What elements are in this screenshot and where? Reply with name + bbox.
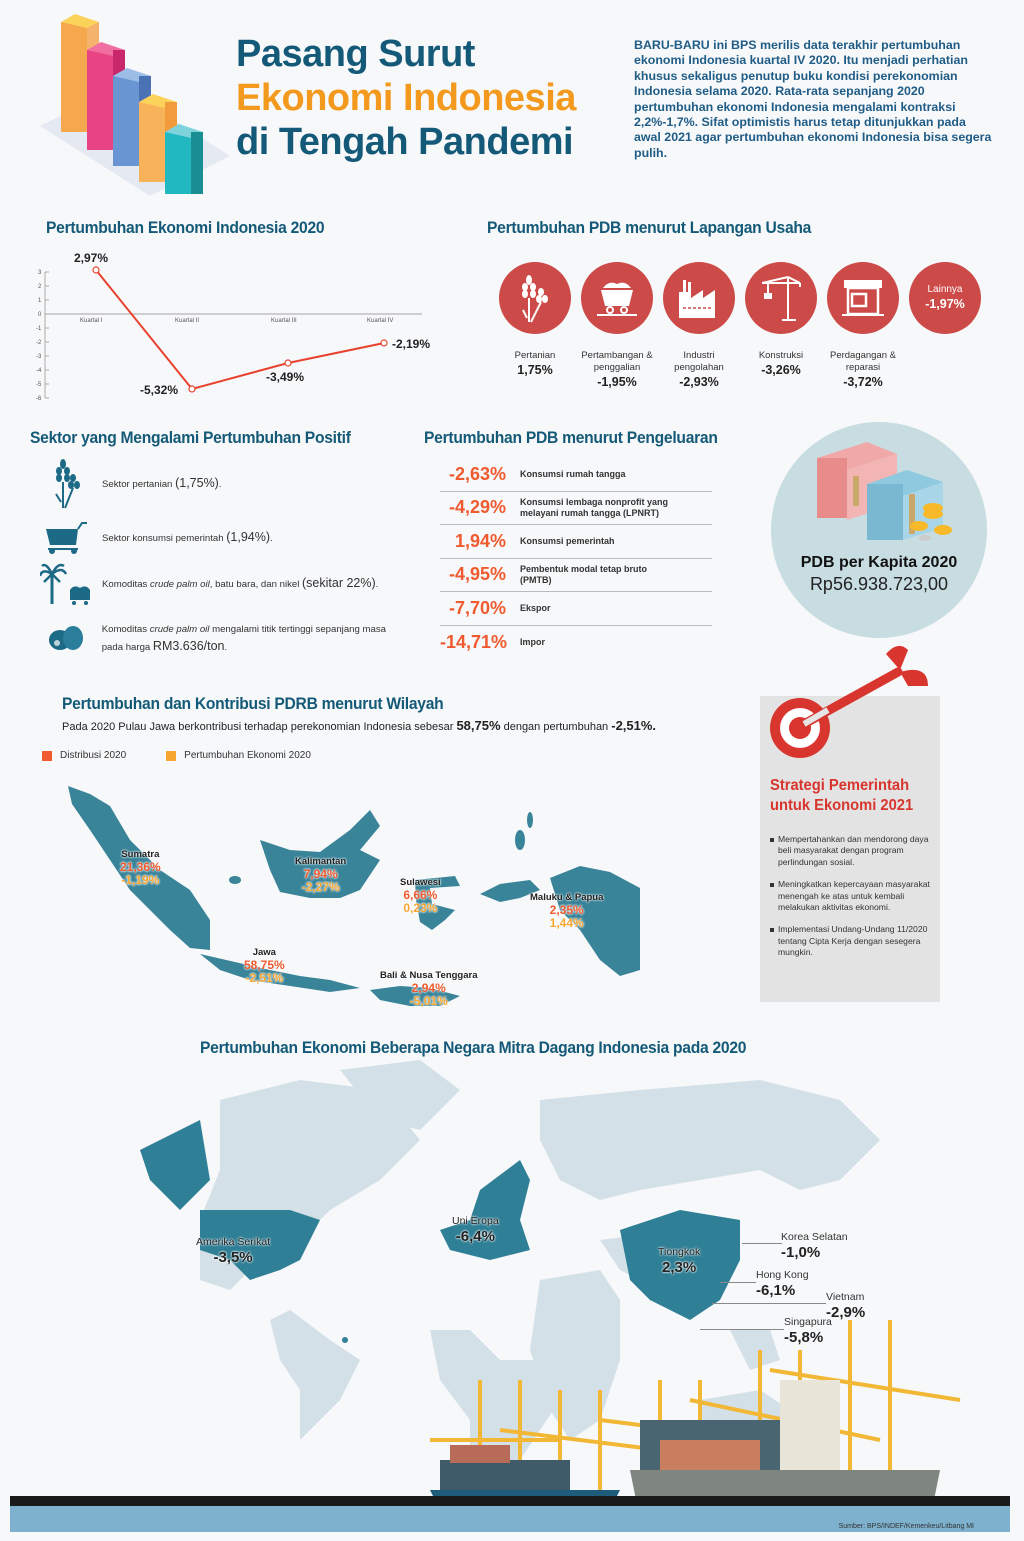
sector-perdagangan [822,262,904,389]
leader-line [700,1329,784,1330]
positive-item: Sektor konsumsi pemerintah (1,94%). [40,514,400,562]
intro-paragraph: BARU-BARU ini BPS merilis data terakhir pertumbuhan ekonomi Indonesia kuartal IV 2020. Itu menjadi perhatian khusus sekaligus penutup buku kondisi perekonomian Indonesia selama 2020. Rata-rata sepanjang 2020 pertumbuhan ekonomi Indonesia mengalami kontraksi 2,2%-1,7%. Sifat optimistis harus tetap ditunjukkan pada awal 2021 agar pertumbuhan ekonomi Indonesia bisa segera pulih. [634,38,992,160]
sector-value: 1,75% [517,363,553,377]
svg-text:-5: -5 [36,382,42,388]
country-amerika-serikat: Amerika Serikat -3,5% [196,1236,271,1266]
factory-icon [663,262,735,334]
table-row: -14,71% Impor [440,631,546,652]
money-stack-icon [807,428,957,548]
sector-konstruksi [740,262,822,377]
sector-industri [658,262,740,389]
sector-value: -3,72% [843,375,883,389]
world-map [0,1060,1024,1540]
pdb-per-kapita-card [771,422,987,638]
pengeluaran-title: Pertumbuhan PDB menurut Pengeluaran [424,428,718,447]
pdrb-legend: Distribusi 2020 Pertumbuhan Ekonomi 2020 [42,750,311,761]
sector-label: Pertanian [514,350,556,361]
kapita-value: Rp56.938.723,00 [809,574,949,594]
sector-label: Pertambangan & penggalian [581,350,653,373]
table-row: -2,63% Konsumsi rumah tangga [440,458,712,492]
table-row: -4,29% Konsumsi lembaga nonprofit yang melayani rumah tangga (LPNRT) [440,492,712,526]
growth-line-chart [30,246,430,411]
svg-text:-2,19%: -2,19% [392,337,430,351]
kapita-title: PDB per Kapita 2020 [800,554,958,571]
strategi-list [770,834,935,970]
growth-chart-title: Pertumbuhan Ekonomi Indonesia 2020 [46,218,325,237]
country-korea-selatan: Korea Selatan -1,0% [781,1231,848,1261]
svg-text:1: 1 [38,298,42,304]
svg-text:-6: -6 [36,396,42,402]
leader-line [712,1303,826,1304]
leader-line [742,1243,782,1244]
crane-icon [745,262,817,334]
palm-and-coal-icon [40,560,92,608]
svg-text:Kuartal I: Kuartal I [80,318,103,324]
region-kalimantan: Kalimantan 7,94% -2,27% [295,856,347,894]
title-line-3: di Tengah Pandemi [236,121,574,163]
sector-pertambangan [576,262,658,389]
country-singapura: Singapura -5,8% [784,1316,832,1346]
country-vietnam: Vietnam -2,9% [826,1291,866,1321]
source-credit: Sumber: BPS/INDEF/Kemenkeu/Litbang MI [838,1523,974,1530]
legend-swatch-distribusi [42,751,52,761]
table-row: 1,94% Konsumsi pemerintah [440,525,712,559]
x-tick-labels [80,318,393,324]
list-item: Meningkatkan kepercayaan masyarakat menengah ke atas untuk kembali melakukan aktivitas ekonomi. [770,879,935,913]
legend-swatch-pertumbuhan [166,751,176,761]
region-maluku-papua: Maluku & Papua 2,35% 1,44% [530,892,604,930]
sector-label: Industri pengolahan [674,350,724,373]
table-row: -4,95% Pembentuk modal tetap bruto (PMTB) [440,559,712,593]
leader-line [720,1282,756,1283]
title-line-1: Pasang Surut [236,33,475,75]
shop-icon [827,262,899,334]
sector-value: -3,26% [761,363,801,377]
svg-text:3: 3 [38,270,42,276]
region-sulawesi: Sulawesi 6,66% 0,23% [400,877,441,915]
header-bars-illustration [30,6,230,207]
sector-label: Lainnya [927,284,963,295]
svg-text:-5,32%: -5,32% [140,383,179,397]
country-uni-eropa: Uni Eropa -6,4% [452,1215,499,1245]
region-bali-nusa-tenggara: Bali & Nusa Tenggara 2,94% -5,01% [380,970,478,1008]
pengeluaran-table [440,458,712,659]
table-row: -7,70% Ekspor [440,592,712,626]
sector-pertanian [494,262,576,377]
pdrb-description: Pada 2020 Pulau Jawa berkontribusi terhadap perekonomian Indonesia sebesar 58,75% dengan pertumbuhan -2,51%. [62,718,657,733]
list-item: Implementasi Undang-Undang 11/2020 tentang Cipta Kerja dengan sesegera mungkin. [770,924,935,958]
mine-cart-icon [581,262,653,334]
country-hong-kong: Hong Kong -6,1% [756,1269,809,1299]
wheat-icon [40,460,92,508]
sector-value: -1,97% [925,297,965,311]
positive-item: Komoditas crude palm oil mengalami titik tertinggi sepanjang masa pada harga RM3.636/ton. [40,614,400,662]
svg-text:Kuartal IV: Kuartal IV [367,318,394,324]
svg-text:-3: -3 [36,354,42,360]
svg-text:-4: -4 [36,368,42,374]
sector-label: Perdagangan & reparasi [829,350,897,373]
list-item: Mempertahankan dan mendorong daya beli masyarakat dengan program perlindungan sosial. [770,834,935,868]
palm-fruit-icon [40,614,92,662]
mitra-title: Pertumbuhan Ekonomi Beberapa Negara Mitra Dagang Indonesia pada 2020 [200,1038,747,1057]
lapangan-usaha-title: Pertumbuhan PDB menurut Lapangan Usaha [487,218,812,237]
svg-text:-1: -1 [36,326,42,332]
dart-target-icon [768,644,938,760]
sector-lainnya [904,262,986,334]
svg-text:-2: -2 [36,340,42,346]
growth-line [96,270,384,389]
page-title [236,32,576,164]
positive-item: Sektor pertanian (1,75%). [40,460,400,508]
title-line-2: Ekonomi Indonesia [236,77,576,119]
svg-text:2,97%: 2,97% [74,251,109,265]
shopping-cart-icon [40,514,92,562]
positive-item: Komoditas crude palm oil, batu bara, dan nikel (sekitar 22%). [40,560,400,608]
sector-value: -1,95% [597,375,637,389]
svg-text:2: 2 [38,284,42,290]
svg-text:Kuartal II: Kuartal II [175,318,200,324]
sector-value: -2,93% [679,375,719,389]
region-sumatra: Sumatra 21,36% -1,19% [120,849,161,887]
country-tiongkok: Tiongkok 2,3% [658,1246,701,1276]
sektor-positif-title: Sektor yang Mengalami Pertumbuhan Positif [30,428,351,447]
region-jawa: Jawa 58,75% -2,51% [244,947,285,985]
pdrb-title: Pertumbuhan dan Kontribusi PDRB menurut Wilayah [62,694,444,713]
y-axis [36,270,49,402]
svg-text:-3,49%: -3,49% [266,370,305,384]
wheat-icon [499,262,571,334]
strategi-title: Strategi Pemerintah untuk Ekonomi 2021 [770,777,914,814]
sector-label: Konstruksi [758,350,804,361]
svg-text:0: 0 [38,312,42,318]
svg-text:Kuartal III: Kuartal III [271,318,297,324]
